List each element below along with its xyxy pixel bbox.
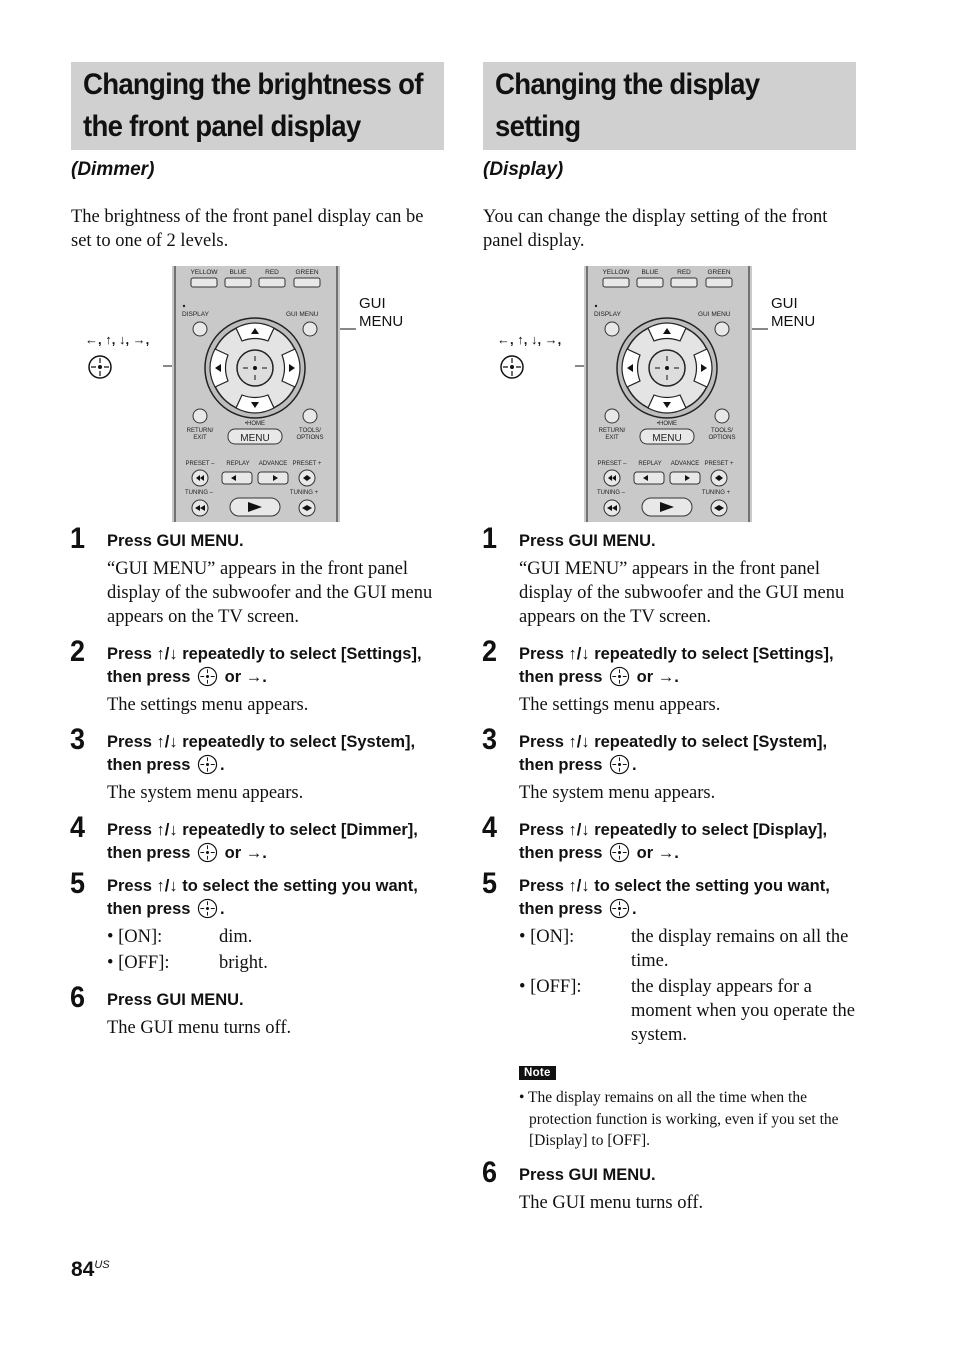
enter-button-icon [197, 666, 218, 687]
step-instruction: Press ↑/↓ repeatedly to select [Display], then press or →. [519, 821, 828, 862]
step-number: 3 [482, 723, 498, 756]
step-instruction: Press ↑/↓ repeatedly to select [System], then press . [107, 733, 416, 774]
options-list [519, 925, 856, 1047]
intro-text: The brightness of the front panel display can be set to one of 2 levels. [71, 207, 424, 251]
step-description: “GUI MENU” appears in the front panel display of the subwoofer and the GUI menu appears on the TV screen. [519, 559, 845, 627]
preset-plus-label: PRESET + [704, 461, 734, 467]
step-number: 5 [482, 867, 498, 900]
step-description: The GUI menu turns off. [519, 1192, 704, 1213]
step-number: 3 [70, 723, 86, 756]
enter-button-icon [609, 898, 630, 919]
arrow-buttons-label: ←, ↑, ↓, →, [497, 332, 562, 347]
step-number: 2 [70, 635, 86, 668]
section-title: Changing the brightness of the front panel display [83, 68, 423, 143]
red-label: RED [265, 269, 279, 276]
preset-plus-label: PRESET + [292, 461, 322, 467]
step-instruction: Press GUI MENU. [107, 532, 244, 550]
step-instruction: Press GUI MENU. [519, 1165, 656, 1184]
option-row: • [ON]: dim. [107, 927, 253, 947]
display-label: DISPLAY [182, 311, 209, 318]
step-number: 4 [70, 811, 86, 844]
section-title-box [483, 62, 856, 150]
step-description: The system menu appears. [107, 783, 304, 803]
blue-label: BLUE [229, 269, 247, 276]
step-number: 1 [70, 522, 86, 555]
note-text: • The display remains on all the time when the protection function is working, even if you set the [Display] to [OFF]. [519, 1089, 839, 1149]
step-5 [70, 867, 444, 975]
step-description: “GUI MENU” appears in the front panel display of the subwoofer and the GUI menu appears on the TV screen. [107, 559, 433, 627]
remote-control-illustration [584, 266, 752, 522]
home-label: •HOME [656, 421, 678, 427]
gui-menu-button-label: GUI MENU [698, 311, 731, 318]
step-3 [70, 723, 444, 805]
blue-label: BLUE [641, 269, 659, 276]
step-number: 6 [482, 1155, 498, 1189]
option-row: • [OFF]: the display appears for a moment when you operate the system. [519, 977, 855, 1045]
step-description: The system menu appears. [519, 783, 716, 803]
step-1 [70, 522, 444, 629]
step-1 [482, 522, 856, 629]
left-column [71, 62, 444, 1040]
tools-label: TOOLS/ [711, 428, 733, 434]
tuning-minus-label: TUNING – [596, 490, 626, 496]
enter-button-icon [609, 842, 630, 863]
step-number: 4 [482, 811, 498, 844]
step-description: The settings menu appears. [519, 695, 721, 715]
green-label: GREEN [707, 269, 731, 276]
step-2 [482, 635, 856, 717]
tuning-plus-label: TUNING + [289, 490, 319, 496]
section-subtitle: (Dimmer) [71, 159, 155, 180]
step-instruction: Press ↑/↓ repeatedly to select [Dimmer], then press or →. [107, 821, 418, 862]
yellow-label: YELLOW [190, 269, 218, 276]
step-4 [482, 811, 856, 865]
options-label: OPTIONS [296, 435, 324, 441]
enter-button-icon [197, 754, 218, 775]
menu-label: MENU [652, 433, 682, 444]
remote-figure [71, 266, 444, 526]
step-number: 2 [482, 635, 498, 668]
step-4 [70, 811, 444, 865]
preset-minus-label: PRESET – [185, 461, 215, 467]
step-number: 5 [70, 867, 86, 900]
step-5 [482, 867, 856, 1047]
options-label: OPTIONS [708, 435, 736, 441]
replay-label: REPLAY [638, 461, 662, 467]
step-instruction: Press GUI MENU. [107, 991, 244, 1009]
menu-label: MENU [240, 433, 270, 444]
steps-list [482, 522, 856, 1215]
advance-label: ADVANCE [670, 461, 700, 467]
step-number: 6 [70, 981, 86, 1014]
step-2 [70, 635, 444, 717]
step-instruction: Press ↑/↓ repeatedly to select [Settings], then press or →. [107, 645, 422, 686]
step-number: 1 [482, 522, 498, 555]
page-number: $84^{US}$ [71, 1258, 110, 1281]
section-title-box [71, 62, 444, 150]
option-row: • [ON]: the display remains on all the time. [519, 927, 849, 971]
tuning-plus-label: TUNING + [701, 490, 731, 496]
section-subtitle: (Display) [483, 159, 564, 180]
preset-minus-label: PRESET – [597, 461, 627, 467]
enter-button-icon [197, 842, 218, 863]
step-6 [70, 981, 444, 1040]
step-instruction: Press ↑/↓ to select the setting you want, then press . [107, 877, 418, 918]
return-label: RETURN/ [186, 428, 214, 434]
step-instruction: Press ↑/↓ to select the setting you want, then press . [519, 877, 830, 918]
yellow-label: YELLOW [602, 269, 630, 276]
step-instruction: Press ↑/↓ repeatedly to select [Settings], then press or →. [519, 645, 834, 686]
step-description: The settings menu appears. [107, 695, 309, 715]
option-row: • [OFF]: bright. [107, 953, 268, 973]
step-3 [482, 723, 856, 805]
replay-label: REPLAY [226, 461, 250, 467]
enter-button-icon [609, 754, 630, 775]
note-badge: Note [519, 1066, 556, 1080]
step-instruction: Press ↑/↓ repeatedly to select [System], then press . [519, 733, 828, 774]
gui-menu-label: GUI MENU [359, 295, 404, 330]
tuning-minus-label: TUNING – [184, 490, 214, 496]
display-label: DISPLAY [594, 311, 621, 318]
step-description: The GUI menu turns off. [107, 1018, 292, 1038]
advance-label: ADVANCE [258, 461, 288, 467]
tools-label: TOOLS/ [299, 428, 321, 434]
step-instruction: Press GUI MENU. [519, 532, 656, 550]
red-label: RED [677, 269, 691, 276]
remote-control-illustration [172, 266, 340, 522]
gui-menu-label: GUI MENU [771, 295, 816, 330]
arrow-buttons-label: ←, ↑, ↓, →, [85, 332, 150, 347]
options-list [107, 925, 444, 975]
steps-list [70, 522, 444, 1040]
step-6 [482, 1155, 856, 1215]
green-label: GREEN [295, 269, 319, 276]
enter-button-icon [197, 898, 218, 919]
enter-button-icon [609, 666, 630, 687]
right-column [483, 62, 856, 1215]
section-title: Changing the display setting [495, 68, 760, 143]
exit-label: EXIT [193, 435, 207, 441]
exit-label: EXIT [605, 435, 619, 441]
return-label: RETURN/ [598, 428, 626, 434]
gui-menu-button-label: GUI MENU [286, 311, 319, 318]
intro-text: You can change the display setting of the front panel display. [483, 207, 828, 251]
remote-figure [483, 266, 856, 526]
home-label: •HOME [244, 421, 266, 427]
note-block [483, 1063, 856, 1152]
